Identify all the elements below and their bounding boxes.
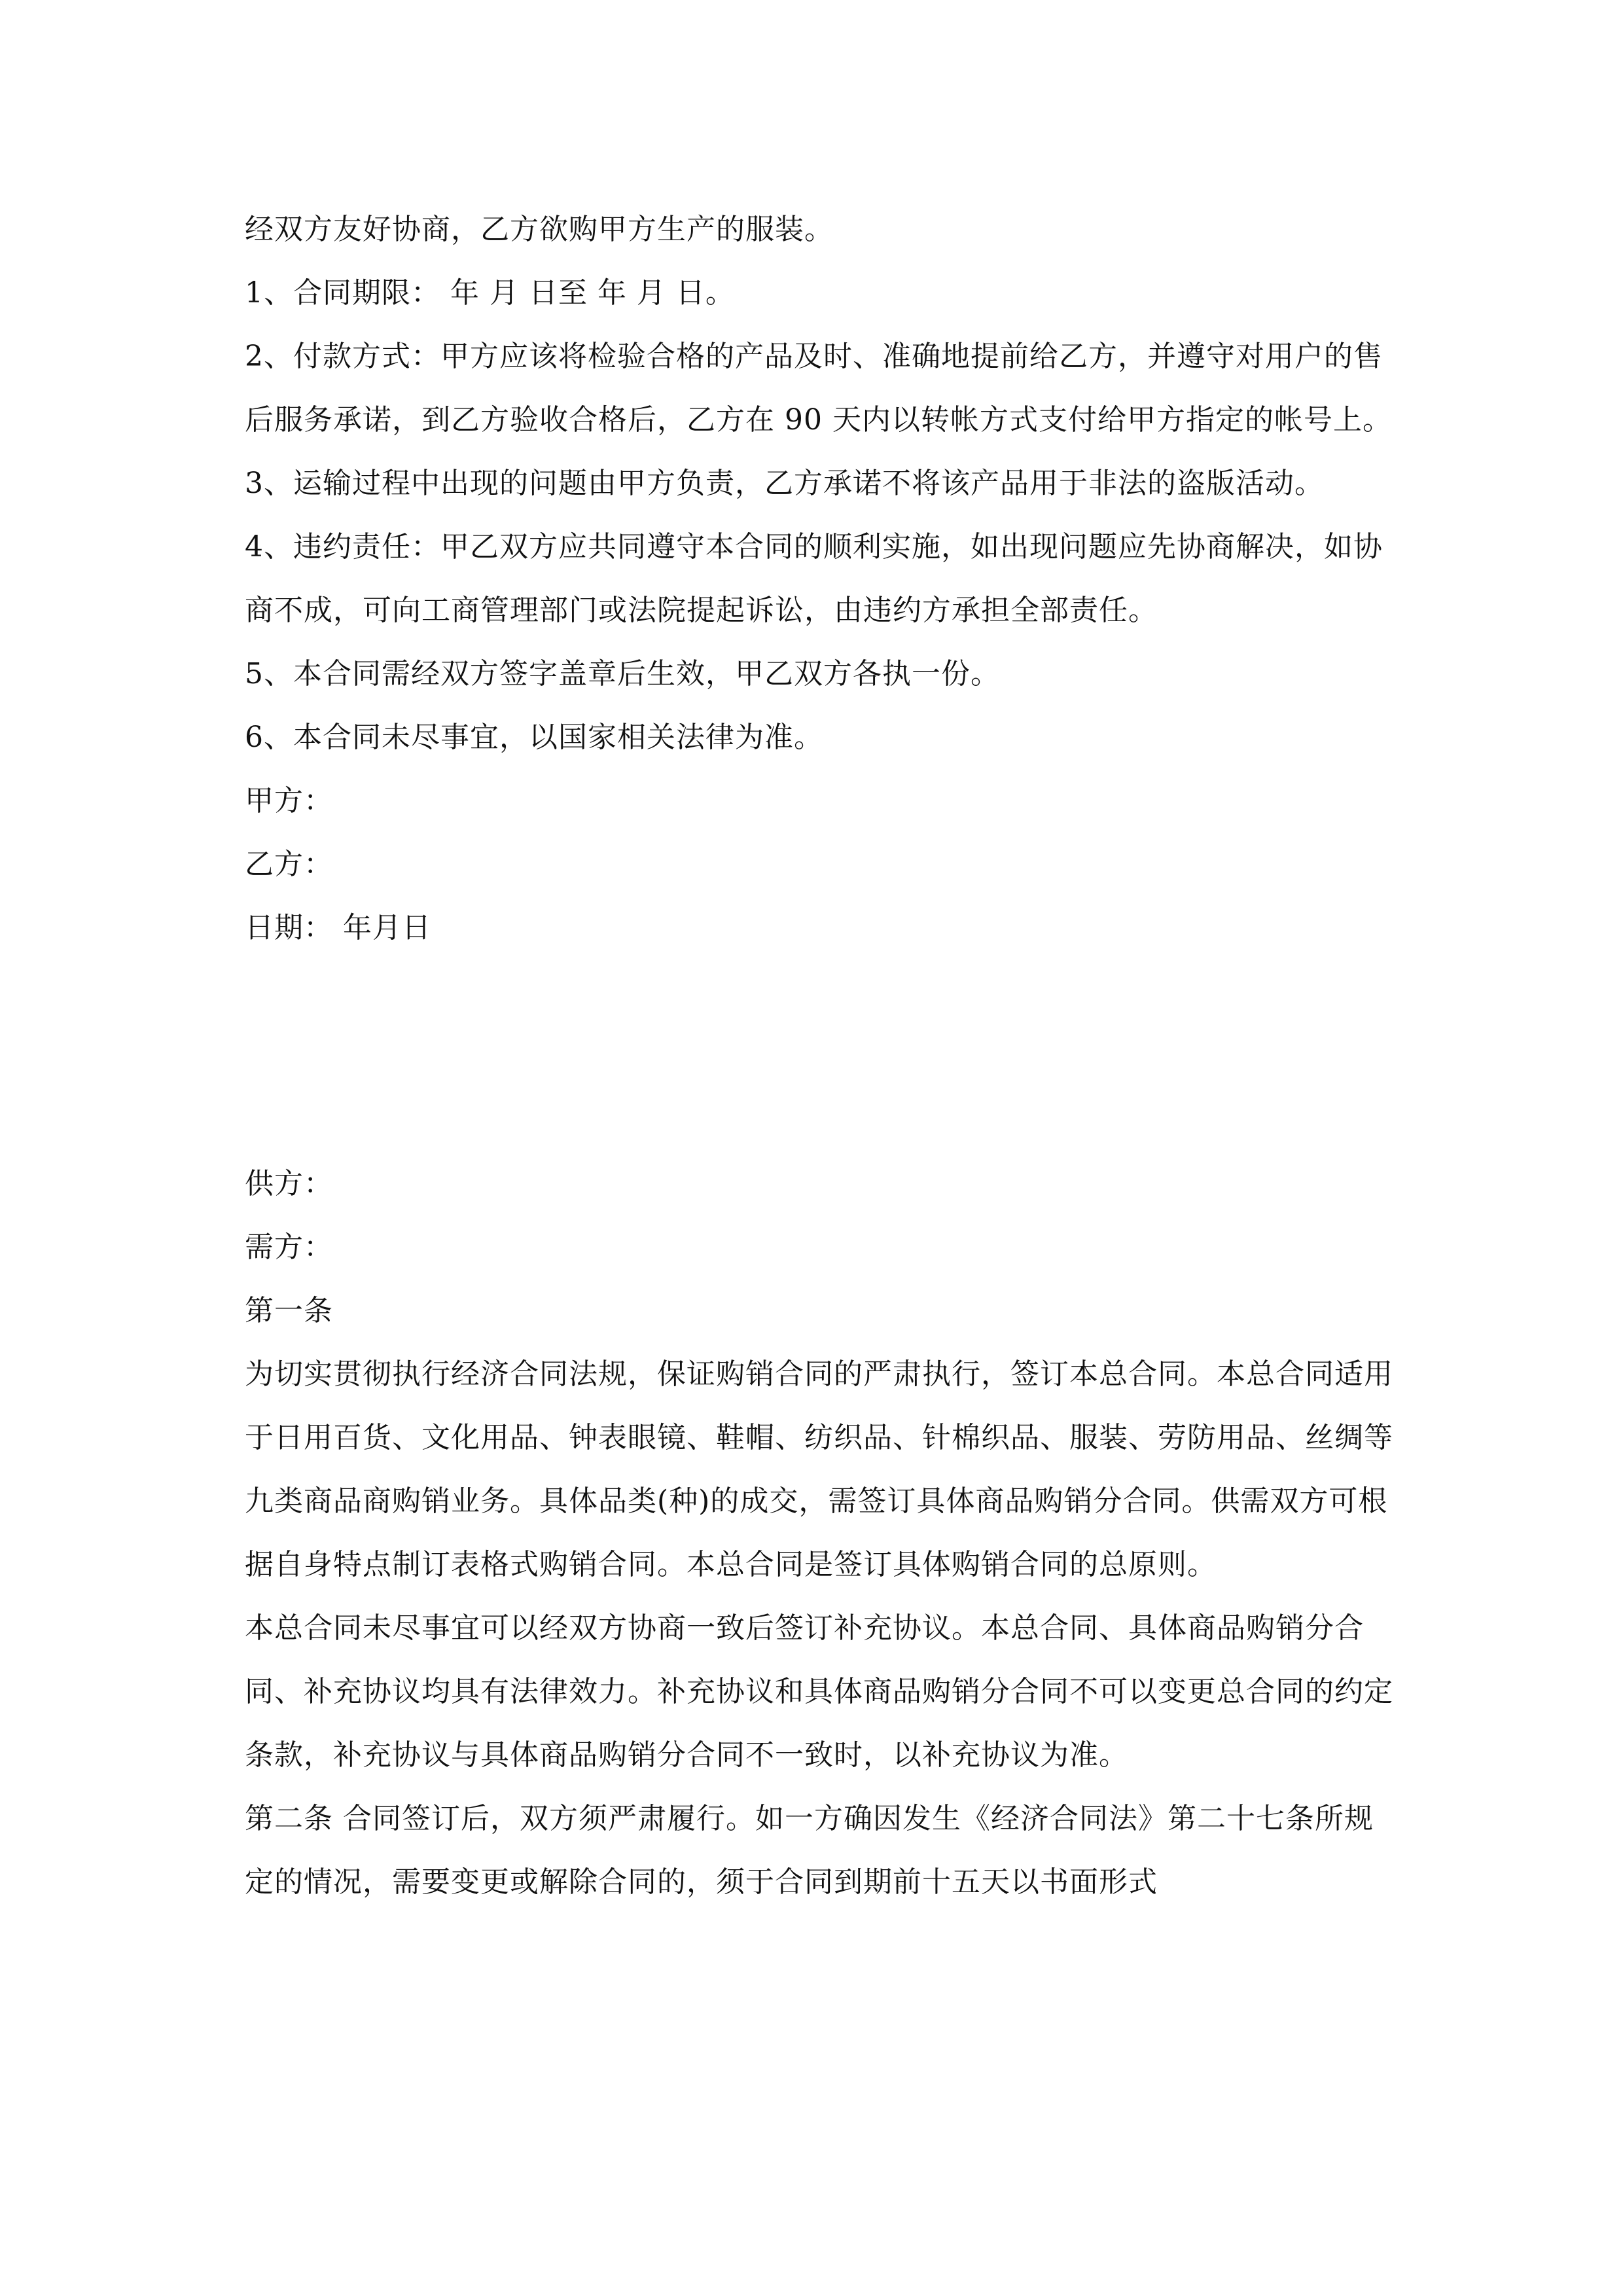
date-line: 日期： 年月日 bbox=[245, 911, 431, 944]
clause-breach-liability: 4、违约责任：甲乙双方应共同遵守本合同的顺利实施，如出现问题应先协商解决，如协商不成，可向工商管理部门或法院提起诉讼，由违约方承担全部责任。 bbox=[245, 530, 1383, 627]
article-one-paragraph-1: 为切实贯彻执行经济合同法规，保证购销合同的严肃执行，签订本总合同。本总合同适用于日用百货、文化用品、钟表眼镜、鞋帽、纺织品、针棉织品、服装、劳防用品、丝绸等九类商品商购销业务。具体品类(种)的成交，需签订具体商品购销分合同。供需双方可根据自身特点制订表格式购销合同。本总合同是签订具体购销合同的总原则。 bbox=[245, 1357, 1393, 1581]
supplier-line: 供方： bbox=[245, 1167, 333, 1200]
clause-transport: 3、运输过程中出现的问题由甲方负责，乙方承诺不将该产品用于非法的盗版活动。 bbox=[245, 467, 1324, 500]
article-one-paragraph-2: 本总合同未尽事宜可以经双方协商一致后签订补充协议。本总合同、具体商品购销分合同、补充协议均具有法律效力。补充协议和具体商品购销分合同不可以变更总合同的约定条款，补充协议与具体商品购销分合同不一致时，以补充协议为准。 bbox=[245, 1611, 1393, 1772]
party-a-signature-line: 甲方： bbox=[245, 784, 333, 817]
intro-paragraph: 经双方友好协商，乙方欲购甲方生产的服装。 bbox=[245, 213, 834, 246]
buyer-line: 需方： bbox=[245, 1230, 333, 1264]
article-two-paragraph: 第二条 合同签订后，双方须严肃履行。如一方确因发生《经济合同法》第二十七条所规定的情况，需要变更或解除合同的，须于合同到期前十五天以书面形式 bbox=[245, 1802, 1374, 1899]
article-one-heading: 第一条 bbox=[245, 1294, 333, 1327]
clause-payment-method: 2、付款方式：甲方应该将检验合格的产品及时、准确地提前给乙方，并遵守对用户的售后服务承诺，到乙方验收合格后，乙方在 90 天内以转帐方式支付给甲方指定的帐号上。 bbox=[245, 340, 1392, 437]
contract-section-master bbox=[245, 1152, 1397, 1914]
clause-contract-period: 1、合同期限： 年 月 日至 年 月 日。 bbox=[245, 276, 735, 310]
party-b-signature-line: 乙方： bbox=[245, 848, 333, 881]
clause-unspecified-matters: 6、本合同未尽事宜，以国家相关法律为准。 bbox=[245, 721, 823, 754]
contract-section-clothing bbox=[245, 198, 1397, 960]
clause-effectiveness: 5、本合同需经双方签字盖章后生效，甲乙双方各执一份。 bbox=[245, 657, 1000, 691]
